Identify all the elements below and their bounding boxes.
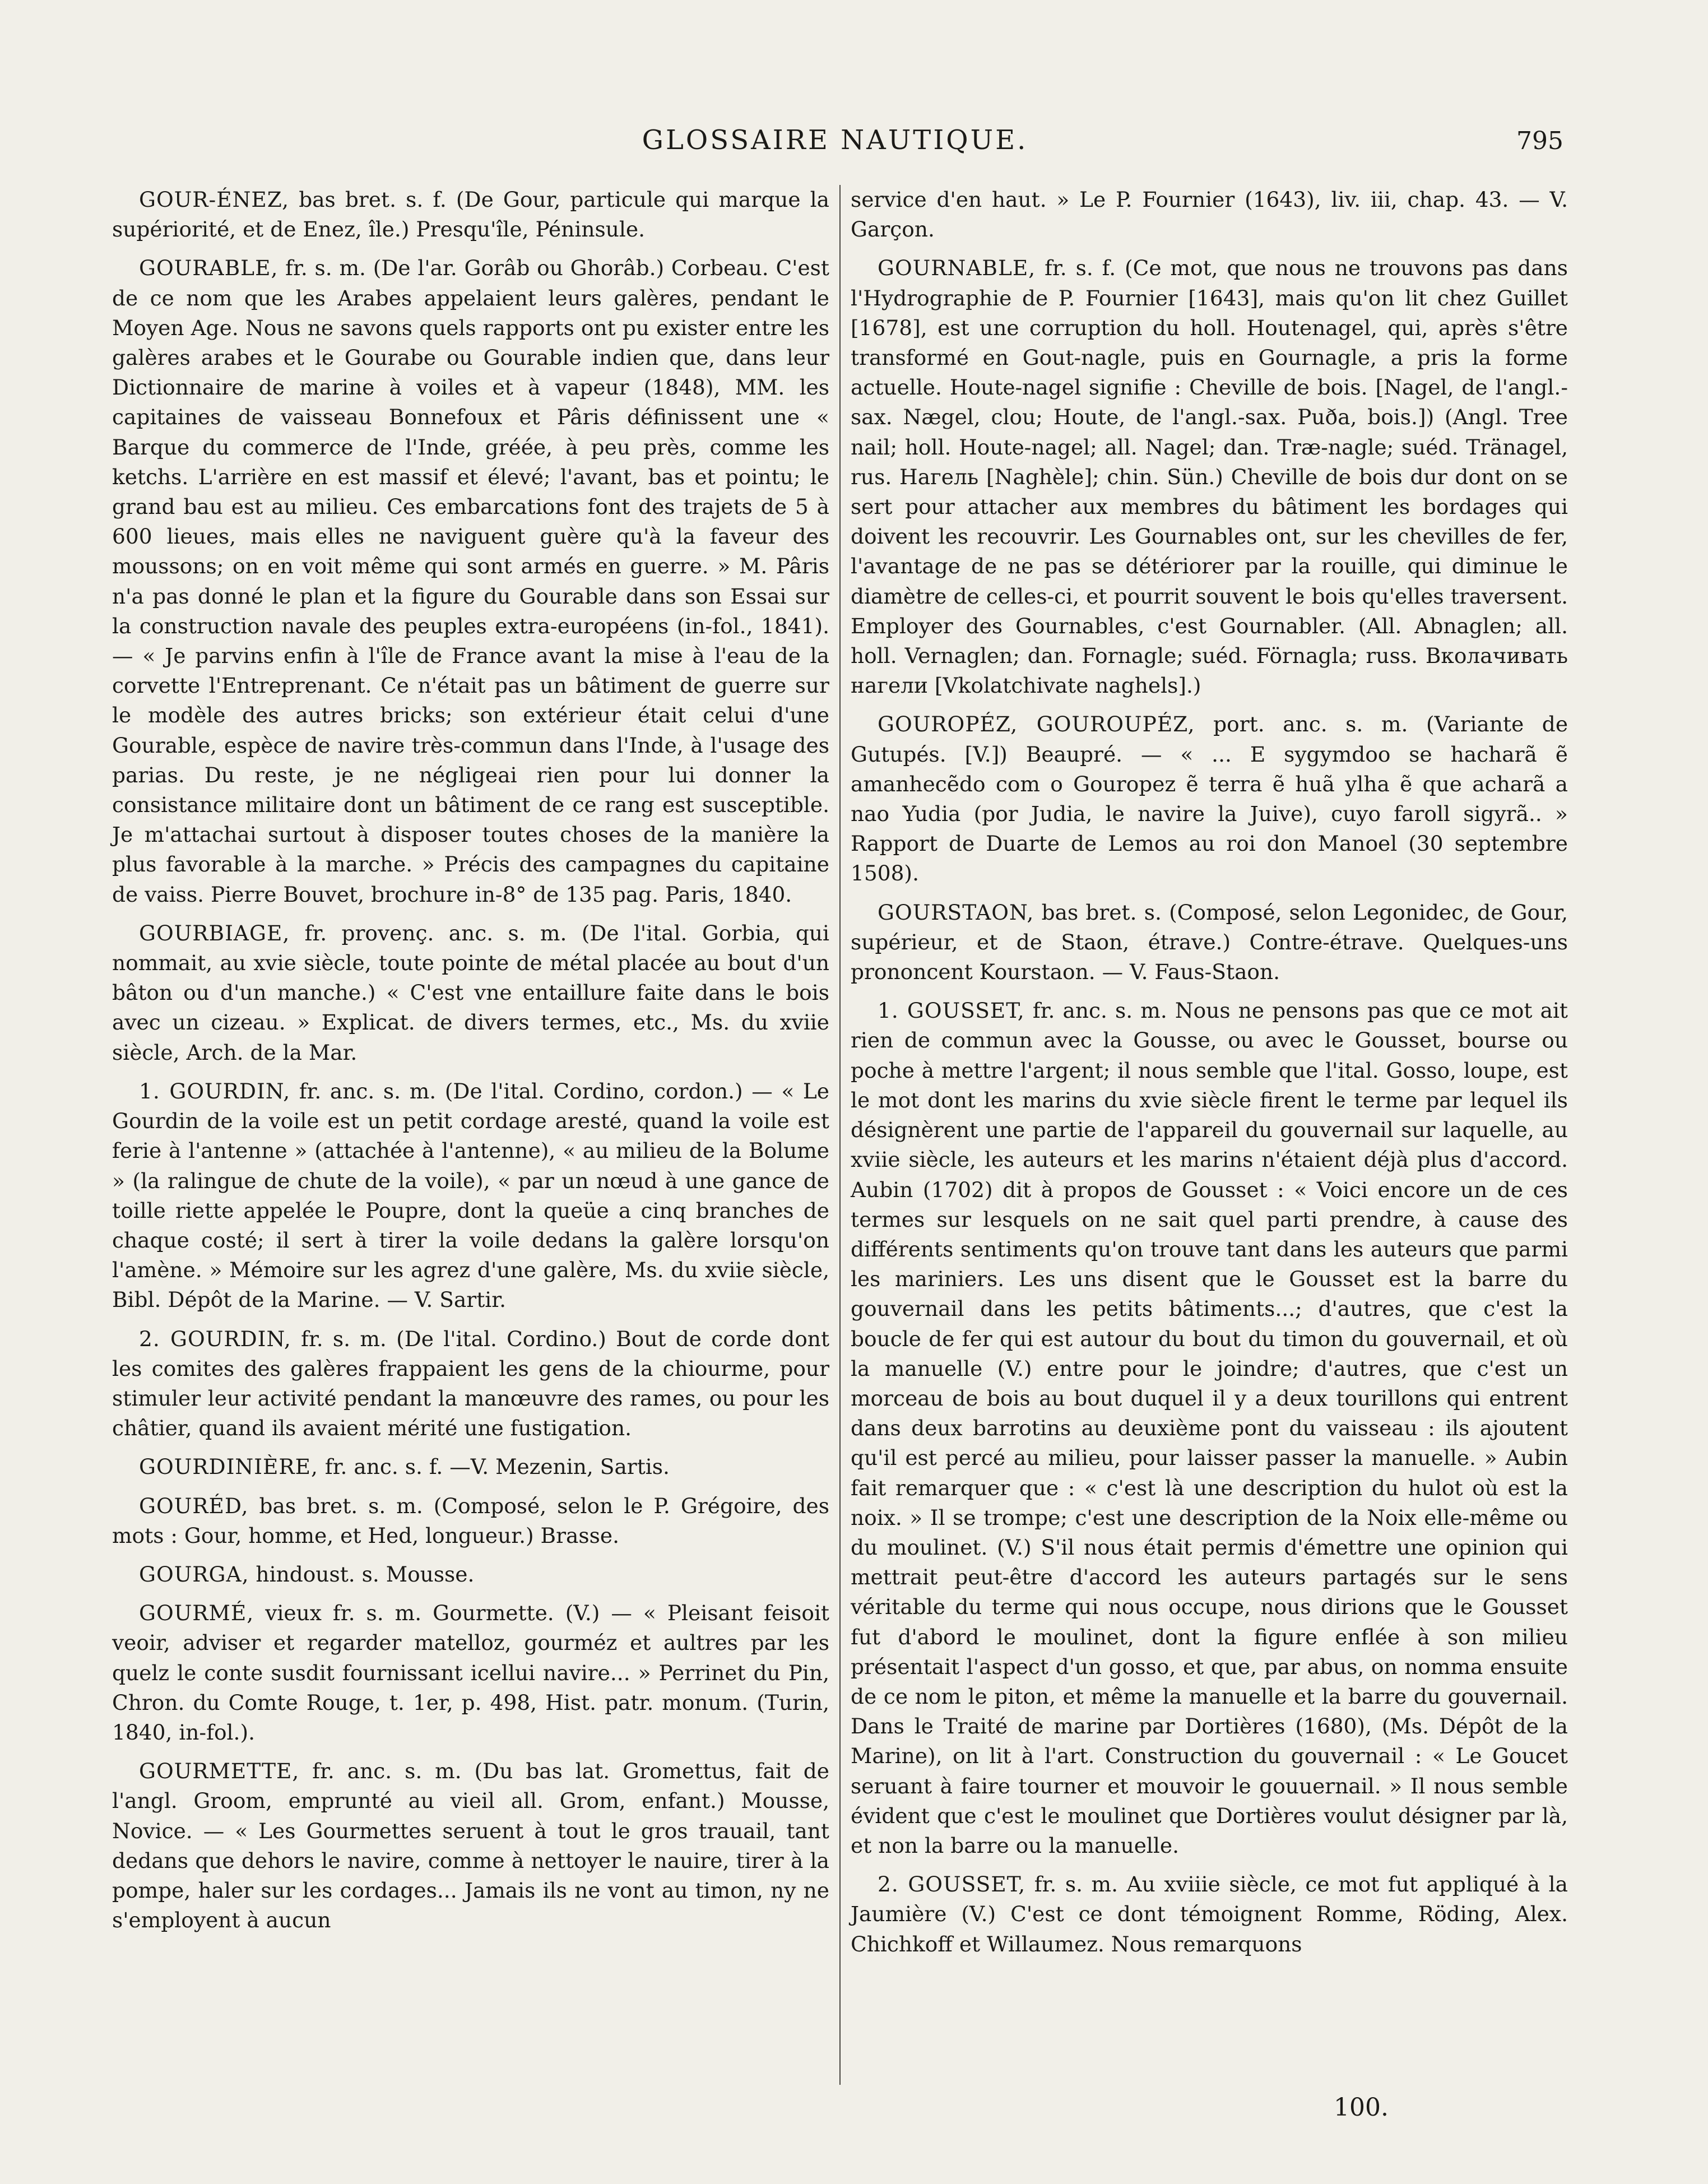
headword: GOURNABLE, xyxy=(878,256,1036,281)
entry xyxy=(112,253,829,909)
entry xyxy=(112,1491,829,1551)
definition: fr. anc. s. f. —V. Mezenin, Sartis. xyxy=(324,1454,670,1480)
headword: GOURDINIÈRE, xyxy=(139,1454,318,1480)
definition: fr. anc. s. m. (De l'ital. Cordino, cordon.) — « Le Gourdin de la voile est un petit cordage aresté, quand la voile est ferie à l'antenne » (attachée à l'antenne), « au milieu de la Bolume » (la ralingue de chute de la voile), « par un nœud à une gance de toille riette appelée le Poupre, dont la queüe a cinq branches de chaque costé; il sert à tirer la voile dedans la galère lorsqu'on l'amène. » Mémoire sur les agrez d'une galère, Ms. du xviie siècle, Bibl. Dépôt de la Marine. — V. Sartir. xyxy=(112,1078,830,1313)
right-column xyxy=(851,185,1568,1968)
entry xyxy=(851,898,1568,987)
definition: fr. s. f. (Ce mot, que nous ne trouvons pas dans l'Hydrographie de P. Fournier [1643], mais qu'on lit chez Guillet [1678], est une corruption du holl. Houtenagel, qui, après s'être transformé en Gout-nagle, puis en Gournagle, a pris la forme actuelle. Houte-nagel signifie : Cheville de bois. [Nagel, de l'angl.-sax. Nægel, clou; Houte, de l'angl.-sax. Puða, bois.]) (Angl. Tree nail; holl. Houte-nagel; all. Nagel; dan. Træ-nagle; suéd. Tränagel, rus. Нагель [Naghèle]; chin. Sün.) Cheville de bois dur dont on se sert pour attacher aux membres du bâtiment les bordages qui doivent les recouvrir. Les Gournables ont, sur les chevilles de fer, l'avantage de ne pas se détériorer par la rouille, qui diminue le diamètre de celles-ci, et pourrit souvent le bois qu'elles traversent. Employer des Gournables, c'est Gournabler. (All. Abnaglen; all. holl. Vernaglen; dan. Fornagle; suéd. Förnagla; russ. Вколачивать нагели [Vkolatchivate naghels].) xyxy=(851,256,1568,698)
headword: 2. GOURDIN, xyxy=(139,1326,291,1351)
headword: 1. GOURDIN, xyxy=(139,1078,291,1103)
left-column xyxy=(112,185,829,1944)
entry xyxy=(112,919,829,1068)
entry-continuation xyxy=(851,185,1568,244)
definition: service d'en haut. » Le P. Fournier (1643), liv. iii, chap. 43. — V. Garçon. xyxy=(851,187,1568,242)
definition: hindoust. s. Mousse. xyxy=(256,1561,475,1587)
signature-mark: 100. xyxy=(1334,2093,1389,2122)
headword: GOUROPÉZ, GOUROUPÉZ, xyxy=(878,712,1195,737)
definition: bas bret. s. f. (De Gour, particule qui marque la supériorité, et de Enez, île.) Presqu'île, Péninsule. xyxy=(112,187,830,242)
entry xyxy=(112,1598,829,1747)
headword: GOURMETTE, xyxy=(139,1759,300,1784)
entry xyxy=(112,185,829,244)
column-divider xyxy=(839,185,841,2085)
headword: GOURSTAON, xyxy=(878,899,1034,925)
entry xyxy=(851,253,1568,701)
entry xyxy=(851,996,1568,1861)
entry xyxy=(112,1324,829,1444)
headword: GOURMÉ, xyxy=(139,1601,254,1626)
definition: bas bret. s. m. (Composé, selon le P. Grégoire, des mots : Gour, homme, et Hed, longueur.) Brasse. xyxy=(112,1493,829,1548)
definition: fr. anc. s. m. Nous ne pensons pas que ce mot ait rien de commun avec la Gousse, ou avec le Gousset, bourse ou poche à mettre l'argent; il nous semble que l'ital. Gosso, loupe, est le mot dont les marins du xvie siècle firent le terme par lequel ils désignèrent une partie de l'appareil du gouvernail sur laquelle, au xviie siècle, les auteurs et les marins n'étaient déjà plus d'accord. Aubin (1702) dit à propos de Gousset : « Voici encore un de ces termes sur lesquels on ne sait quel parti prendre, à cause des différents sentiments qu'on trouve tant dans les auteurs que parmi les mariniers. Les uns disent que le Gousset est la barre du gouvernail dans les petits bâtiments...; d'autres, que c'est la boucle de fer qui est autour du bout du timon du gouvernail, et où la manuelle (V.) entre pour le joindre; d'autres, que c'est un morceau de bois au bout duquel il y a deux tourillons qui entrent dans deux barrotins au deuxième pont du vaisseau : ils ajoutent qu'il est percé au milieu, pour laisser passer la manuelle. » Aubin fait remarquer que : « c'est là une description du hulot où est la noix. » Il se trompe; c'est une description de la Noix elle-même ou du moulinet. (V.) S'il nous était permis d'émettre une opinion qui mettrait peut-être d'accord les auteurs partagés sur le sens véritable du terme qui nous occupe, nous dirions que le Gousset fut d'abord le moulinet, dont la figure enflée à son milieu présentait l'aspect d'un gosso, et que, par abus, on nomma ensuite de ce nom le piton, et même la manuelle et la barre du gouvernail. Dans le Traité de marine par Dortières (1680), (Ms. Dépôt de la Marine), on lit à l'art. Construction du gouvernail : « Le Goucet seruant à faire tourner et mouvoir le gouuernail. » Il nous semble évident que c'est le moulinet que Dortières voulut désigner par là, et non la barre ou la manuelle. xyxy=(851,998,1568,1858)
headword: 2. GOUSSET, xyxy=(878,1872,1026,1897)
entry xyxy=(112,1560,829,1589)
definition: port. anc. s. m. (Variante de Gutupés. [V.]) Beaupré. — « ... E sygymdoo se hacharã ẽ amanhecẽdo com o Gouropez ẽ terra ẽ huã ylha ẽ que acharã a nao Yudia (por Judia, le navire la Juive), cuyo faroll sigyrã.. » Rapport de Duarte de Lemos au roi don Manoel (30 septembre 1508). xyxy=(851,712,1568,886)
headword: GOUR-ÉNEZ, xyxy=(139,187,290,212)
entry xyxy=(112,1077,829,1315)
page-header xyxy=(106,124,1563,164)
definition: fr. s. m. (De l'ar. Gorâb ou Ghorâb.) Corbeau. C'est de ce nom que les Arabes appelaient leurs galères, pendant le Moyen Age. Nous ne savons quels rapports ont pu exister entre les galères arabes et le Gourabe ou Gourable indien que, dans leur Dictionnaire de marine à voiles et à vapeur (1848), MM. les capitaines de vaisseau Bonnefoux et Pâris définissent une « Barque du commerce de l'Inde, gréée, à peu près, comme les ketchs. L'arrière en est massif et élevé; l'avant, bas et pointu; le grand bau est au milieu. Ces embarcations font des trajets de 5 à 600 lieues, mais elles ne naviguent guère qu'à la faveur des moussons; on en voit même qui sont armés en guerre. » M. Pâris n'a pas donné le plan et la figure du Gourable dans son Essai sur la construction navale des peuples extra-européens (in-fol., 1841). — « Je parvins enfin à l'île de France avant la mise à l'eau de la corvette l'Entreprenant. Ce n'était pas un bâtiment de guerre sur le modèle des autres bricks; son extérieur était celui d'une Gourable, espèce de navire très-commun dans l'Inde, à l'usage des parias. Du reste, je ne négligeai rien pour lui donner la consistance militaire dont un bâtiment de ce rang est susceptible. Je m'attachai surtout à disposer toutes choses de la manière la plus favorable à la marche. » Précis des campagnes du capitaine de vaiss. Pierre Bouvet, brochure in-8° de 135 pag. Paris, 1840. xyxy=(112,256,830,907)
definition: fr. s. m. (De l'ital. Cordino.) Bout de corde dont les comites des galères frappaient les gens de la chiourme, pour stimuler leur activité pendant la manœuvre des rames, ou pour les châtier, quand ils avaient mérité une fustigation. xyxy=(112,1326,830,1441)
page-title: GLOSSAIRE NAUTIQUE. xyxy=(642,124,1028,156)
entry xyxy=(112,1756,829,1935)
definition: fr. provenç. anc. s. m. (De l'ital. Gorbia, qui nommait, au xvie siècle, toute pointe de métal placée au bout d'un bâton ou d'un manche.) « C'est vne entaillure faite dans le bois avec un cizeau. » Explicat. de divers termes, etc., Ms. du xviie siècle, Arch. de la Mar. xyxy=(112,920,830,1065)
entry xyxy=(851,1870,1568,1959)
headword: 1. GOUSSET, xyxy=(878,998,1025,1023)
entry xyxy=(851,710,1568,888)
definition: fr. anc. s. m. (Du bas lat. Gromettus, fait de l'angl. Groom, emprunté au vieil all. Grom, enfant.) Mousse, Novice. — « Les Gourmettes seruent à tout le gros trauail, tant dedans que dehors le navire, comme à nettoyer le nauire, tirer à la pompe, haler sur les cordages... Jamais ils ne vont au timon, ny ne s'employent à aucun xyxy=(112,1759,829,1933)
headword: GOURGA, xyxy=(139,1561,249,1587)
entry xyxy=(112,1452,829,1482)
definition: vieux fr. s. m. Gourmette. (V.) — « Pleisant feisoit veoir, adviser et regarder matelloz, gourméz et aultres par les quelz le conte susdit fournissant icellui navire... » Perrinet du Pin, Chron. du Comte Rouge, t. 1er, p. 498, Hist. patr. monum. (Turin, 1840, in-fol.). xyxy=(112,1601,830,1745)
page-number: 795 xyxy=(1516,127,1563,155)
headword: GOURABLE, xyxy=(139,256,279,281)
definition: bas bret. s. (Composé, selon Legonidec, de Gour, supérieur, et de Staon, étrave.) Contre-étrave. Quelques-uns prononcent Kourstaon. — V. Faus-Staon. xyxy=(851,899,1568,985)
headword: GOURÉD, xyxy=(139,1493,249,1518)
headword: GOURBIAGE, xyxy=(139,920,290,945)
definition: fr. s. m. Au xviiie siècle, ce mot fut appliqué à la Jaumière (V.) C'est ce dont témoignent Romme, Röding, Alex. Chichkoff et Willaumez. Nous remarquons xyxy=(851,1872,1568,1956)
